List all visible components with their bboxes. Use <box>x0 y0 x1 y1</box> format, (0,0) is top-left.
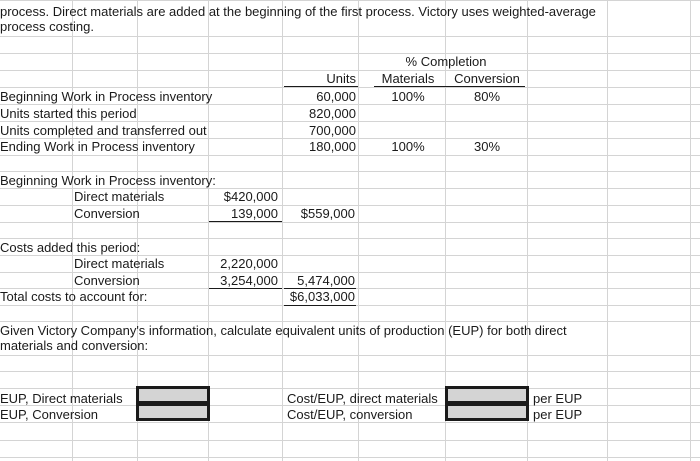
total-costs-label: Total costs to account for: <box>0 289 148 304</box>
eup-conversion-label: EUP, Conversion <box>0 407 99 422</box>
row-label-units-started: Units started this period <box>0 106 137 121</box>
conversion-ending-wip: 30% <box>473 139 501 154</box>
total-costs-value: $6,033,000 <box>289 289 355 304</box>
per-eup-label-2: per EUP <box>533 407 583 422</box>
beginning-dm-value: $420,000 <box>223 189 278 204</box>
eup-conversion-input[interactable] <box>136 403 210 421</box>
row-label-ending-wip: Ending Work in Process inventory <box>0 139 195 154</box>
materials-column-header: Materials <box>381 71 435 86</box>
beginning-conversion-underline <box>209 221 282 222</box>
units-column-header: Units <box>326 71 356 86</box>
cost-per-eup-dm-label: Cost/EUP, direct materials <box>287 391 438 406</box>
conversion-beginning-wip: 80% <box>473 89 501 104</box>
per-eup-label-1: per EUP <box>533 391 583 406</box>
header-underline-completion <box>374 86 525 87</box>
header-underline-units <box>284 86 358 87</box>
completion-header: % Completion <box>405 54 487 69</box>
beginning-dm-label: Direct materials <box>74 189 165 204</box>
intro-line-1: process. Direct materials are added at the beginning of the first process. Victory uses weighted-average <box>0 4 596 19</box>
added-conversion-value: 3,254,000 <box>220 273 278 288</box>
beginning-costs-heading: Beginning Work in Process inventory: <box>0 173 216 188</box>
row-label-units-completed: Units completed and transferred out <box>0 123 207 138</box>
question-line-1: Given Victory Company's information, calculate equivalent units of production (EUP) for both direct <box>0 323 567 338</box>
row-label-beginning-wip: Beginning Work in Process inventory <box>0 89 213 104</box>
beginning-total: $559,000 <box>300 206 355 221</box>
question-line-2: materials and conversion: <box>0 338 149 353</box>
cost-per-eup-dm-input[interactable] <box>445 386 529 404</box>
eup-dm-label: EUP, Direct materials <box>0 391 123 406</box>
eup-direct-materials-input[interactable] <box>136 386 210 404</box>
added-costs-heading: Costs added this period: <box>0 240 141 255</box>
added-conversion-underline <box>209 288 282 289</box>
beginning-conversion-value: 139,000 <box>231 206 278 221</box>
intro-line-2: process costing. <box>0 19 94 34</box>
units-completed: 700,000 <box>309 123 356 138</box>
beginning-conversion-label: Conversion <box>74 206 140 221</box>
total-costs-underline <box>284 305 356 306</box>
materials-beginning-wip: 100% <box>391 89 425 104</box>
materials-ending-wip: 100% <box>391 139 425 154</box>
cost-per-eup-conversion-label: Cost/EUP, conversion <box>287 407 413 422</box>
cost-per-eup-conversion-input[interactable] <box>445 403 529 421</box>
units-started: 820,000 <box>309 106 356 121</box>
added-dm-value: 2,220,000 <box>220 256 278 271</box>
added-conversion-label: Conversion <box>74 273 140 288</box>
conversion-column-header: Conversion <box>454 71 520 86</box>
units-beginning-wip: 60,000 <box>316 89 356 104</box>
added-dm-label: Direct materials <box>74 256 165 271</box>
added-subtotal: 5,474,000 <box>297 273 355 288</box>
units-ending-wip: 180,000 <box>309 139 356 154</box>
